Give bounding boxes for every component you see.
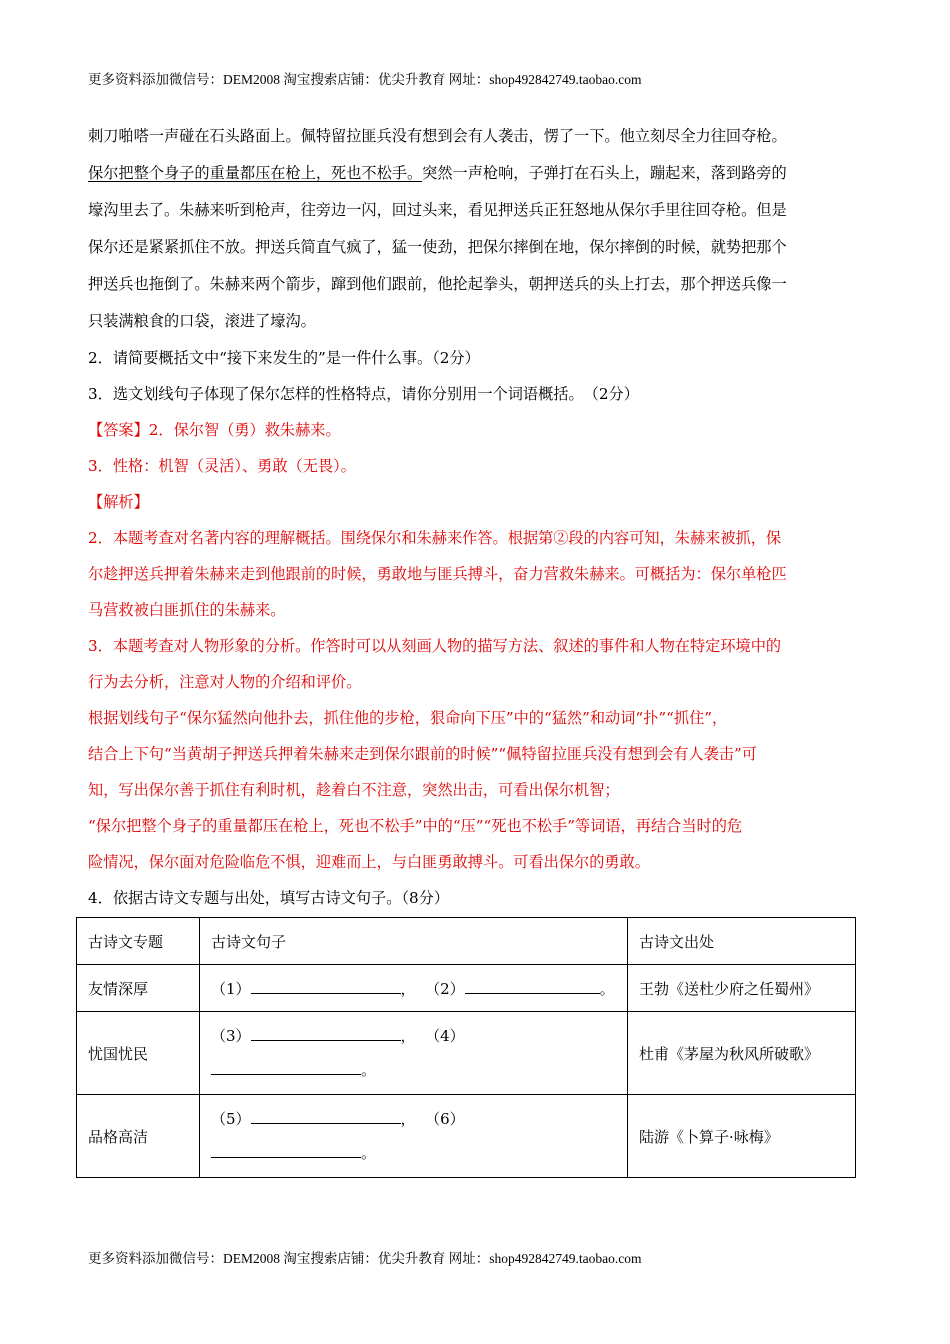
analysis-line: 行为去分析，注意对人物的介绍和评价。 [88,673,362,691]
analysis-line: 马营救被白匪抓住的朱赫来。 [88,601,286,619]
analysis-line: 尔趁押送兵押着朱赫来走到他跟前的时候，勇敢地与匪兵搏斗，奋力营救朱赫来。可概括为：保尔单枪匹 [88,565,787,583]
blank-number: （2） [425,979,465,998]
source-cell: 王勃《送杜少府之任蜀州》 [628,965,856,1012]
page-header: 更多资料添加微信号：DEM2008 淘宝搜索店铺：优尖升教育 网址：shop492842749.taobao.com [88,72,642,87]
page-footer: 更多资料添加微信号：DEM2008 淘宝搜索店铺：优尖升教育 网址：shop492842749.taobao.com [88,1251,642,1266]
topic-cell: 忧国忧民 [77,1012,200,1095]
analysis-line: “保尔把整个身子的重量都压在枪上，死也不松手”中的“压”“死也不松手”等词语，再结合当时的危 [88,817,743,835]
passage-line: 押送兵也拖倒了。朱赫来两个箭步，蹿到他们跟前，他抡起拳头，朝押送兵的头上打去，那个押送兵像一 [88,275,787,293]
passage [88,118,863,340]
passage-line: 保尔还是紧紧抓住不放。押送兵简直气疯了，猛一使劲，把保尔摔倒在地，保尔摔倒的时候，就势把那个 [88,238,787,256]
table-row [77,1095,856,1178]
blank-number: （5） [211,1110,251,1128]
passage-text: 突然一声枪响，子弹打在石头上，蹦起来，落到路旁的 [422,164,787,182]
answer-3: 3．性格：机智（灵活）、勇敢（无畏）。 [88,457,356,475]
sentence-cell [200,1095,628,1178]
fill-blank[interactable] [211,1143,361,1158]
underlined-sentence: 保尔把整个身子的重量都压在枪上，死也不松手。 [88,164,423,182]
poetry-table [76,917,856,1178]
analysis-heading: 【解析】 [88,493,149,511]
source-cell: 杜甫《茅屋为秋风所破歌》 [628,1012,856,1095]
passage-line [88,155,863,192]
question-3: 3．选文划线句子体现了保尔怎样的性格特点，请你分别用一个词语概括。 （2分） [88,385,639,403]
topic-cell: 品格高洁 [77,1095,200,1178]
period: 。 [361,1144,377,1162]
header-cell: 古诗文出处 [628,918,856,965]
analysis-line: 2．本题考查对名著内容的理解概括。围绕保尔和朱赫来作答。根据第②段的内容可知，朱赫来被抓，保 [88,529,782,547]
sentence-cell [200,1012,628,1095]
page-content [88,118,863,916]
blank-number: （3） [211,1027,251,1045]
passage-line: 壕沟里去了。朱赫来听到枪声，往旁边一闪，回过头来，看见押送兵正狂怒地从保尔手里往回夺枪。但是 [88,201,787,219]
fill-blank[interactable] [251,1026,401,1041]
blank-number: （1） [211,979,251,998]
table-header-row [77,918,856,965]
analysis-line: 知，写出保尔善于抓住有利时机，趁着白不注意，突然出击，可看出保尔机智； [88,781,620,799]
source-cell: 陆游《卜算子·咏梅》 [628,1095,856,1178]
answer-2: 【答案】2．保尔智（勇）救朱赫来。 [88,421,341,439]
comma: ， [400,1110,416,1128]
analysis-line: 根据划线句子“保尔猛然向他扑去，抓住他的步枪，狠命向下压”中的“猛然”和动词“扑”“抓住”， [88,709,728,727]
table-row [77,1012,856,1095]
topic-cell: 友情深厚 [77,965,200,1012]
passage-line: 只装满粮食的口袋，滚进了壕沟。 [88,312,316,330]
passage-line: 刺刀啪嗒一声碰在石头路面上。佩特留拉匪兵没有想到会有人袭击，愣了一下。他立刻尽全力往回夺枪。 [88,127,787,145]
fill-blank[interactable] [211,1060,361,1075]
fill-blank[interactable] [251,1109,401,1124]
blank-number: （4） [425,1027,465,1045]
sentence-cell [200,965,628,1012]
comma: ， [400,979,416,998]
analysis-line: 结合上下句“当黄胡子押送兵押着朱赫来走到保尔跟前的时候”“佩特留拉匪兵没有想到会有人袭击”可 [88,745,757,763]
blank-number: （6） [425,1110,465,1128]
header-cell: 古诗文专题 [77,918,200,965]
analysis-line: 险情况，保尔面对危险临危不惧，迎难而上，与白匪勇敢搏斗。可看出保尔的勇敢。 [88,853,650,871]
fill-blank[interactable] [465,979,600,994]
period: 。 [599,979,615,998]
fill-blank[interactable] [251,979,401,994]
question-4: 4．依据古诗文专题与出处，填写古诗文句子。（8分） [88,889,450,907]
analysis-line: 3．本题考查对人物形象的分析。作答时可以从刻画人物的描写方法、叙述的事件和人物在特定环境中的 [88,637,782,655]
comma: ， [400,1027,416,1045]
question-2: 2．请简要概括文中“接下来发生的”是一件什么事。（2分） [88,349,480,367]
period: 。 [361,1061,377,1079]
header-cell: 古诗文句子 [200,918,628,965]
table-row [77,965,856,1012]
